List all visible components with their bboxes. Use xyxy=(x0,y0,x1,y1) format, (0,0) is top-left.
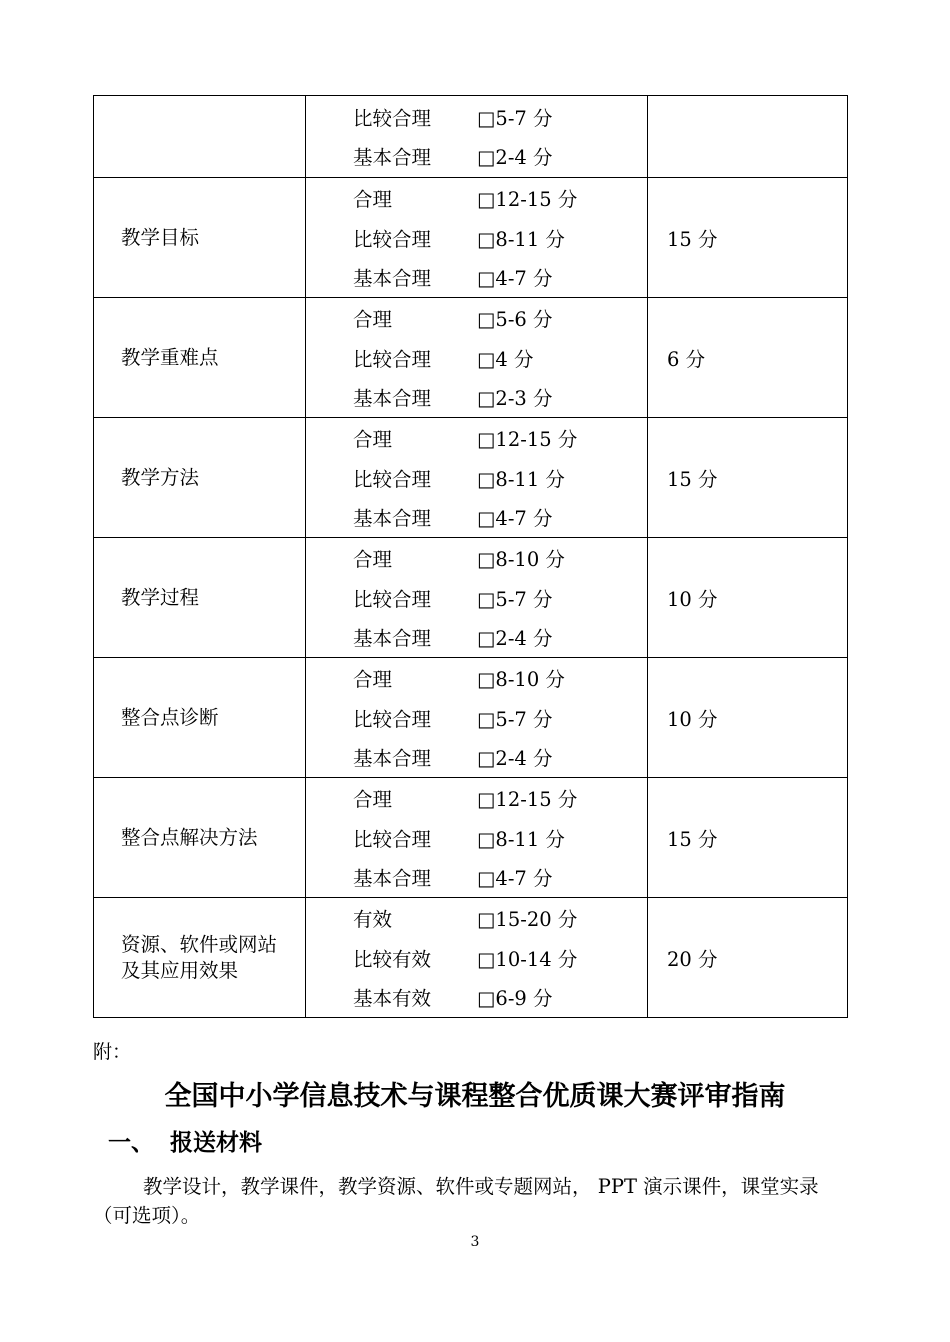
level-label: 有效 xyxy=(353,908,393,931)
levels-cell xyxy=(306,298,648,418)
evaluation-item: 教学重难点 xyxy=(121,345,219,369)
level-score-range: □2-3 分 xyxy=(477,387,553,410)
level-option xyxy=(353,257,647,297)
level-score-range: □4-7 分 xyxy=(477,507,553,530)
table-row xyxy=(94,298,848,418)
level-score-range: □8-11 分 xyxy=(477,467,565,491)
level-score-range: □4-7 分 xyxy=(477,267,553,290)
level-option xyxy=(353,458,647,498)
level-label: 基本合理 xyxy=(353,267,432,290)
level-score-range: □5-7 分 xyxy=(477,587,553,611)
table-row xyxy=(94,778,848,898)
level-score-range: □5-6 分 xyxy=(477,308,553,331)
level-score-range: □12-15 分 xyxy=(477,188,578,211)
level-option xyxy=(353,778,647,818)
level-label: 比较合理 xyxy=(353,587,432,611)
level-label: 基本合理 xyxy=(353,507,432,530)
levels-cell xyxy=(306,898,648,1018)
level-option xyxy=(353,137,647,177)
table-row xyxy=(94,178,848,298)
table-row xyxy=(94,898,848,1018)
level-option xyxy=(353,377,647,417)
level-label: 基本合理 xyxy=(353,867,432,890)
evaluation-item: 教学过程 xyxy=(121,585,200,609)
paragraph-line-2: （可选项）。 xyxy=(93,1204,201,1227)
evaluation-item-cell xyxy=(94,538,306,658)
level-option xyxy=(353,898,647,938)
paragraph-line-1: 教学设计，教学课件，教学资源、软件或专题网站， PPT 演示课件，课堂实录 xyxy=(143,1175,819,1198)
level-score-range: □8-10 分 xyxy=(477,668,565,691)
level-option xyxy=(353,218,647,258)
evaluation-item: 整合点解决方法 xyxy=(121,825,258,849)
level-option xyxy=(353,698,647,738)
full-score-cell xyxy=(648,298,848,418)
full-score-cell xyxy=(648,178,848,298)
level-option xyxy=(353,818,647,858)
levels-cell xyxy=(306,418,648,538)
evaluation-item: 整合点诊断 xyxy=(121,705,219,729)
level-label: 比较有效 xyxy=(353,947,432,971)
level-option xyxy=(353,737,647,777)
level-score-range: □8-11 分 xyxy=(477,227,565,251)
level-score-range: □8-10 分 xyxy=(477,548,565,571)
level-score-range: □5-7 分 xyxy=(477,106,553,130)
evaluation-item: 资源、软件或网站 及其应用效果 xyxy=(121,932,278,982)
full-score-cell xyxy=(648,418,848,538)
full-score-cell xyxy=(648,778,848,898)
level-option xyxy=(353,538,647,578)
level-score-range: □2-4 分 xyxy=(477,146,553,170)
level-score-range: □2-4 分 xyxy=(477,747,553,770)
level-label: 比较合理 xyxy=(353,467,432,491)
level-score-range: □6-9 分 xyxy=(477,987,553,1010)
full-score: 15 分 xyxy=(667,227,718,251)
level-option xyxy=(353,658,647,698)
level-option xyxy=(353,97,647,137)
level-option xyxy=(353,298,647,338)
level-label: 比较合理 xyxy=(353,106,432,130)
level-option xyxy=(353,977,647,1017)
level-label: 合理 xyxy=(353,548,393,571)
level-label: 基本有效 xyxy=(353,987,432,1010)
level-option xyxy=(353,938,647,978)
level-label: 合理 xyxy=(353,668,393,691)
evaluation-item-cell xyxy=(94,178,306,298)
table-row xyxy=(94,418,848,538)
attachment-label: 附： xyxy=(93,1041,132,1063)
level-score-range: □4-7 分 xyxy=(477,867,553,890)
level-label: 合理 xyxy=(353,428,393,451)
full-score: 20 分 xyxy=(667,947,718,971)
full-score: 6 分 xyxy=(667,347,706,371)
evaluation-item-cell xyxy=(94,298,306,418)
levels-cell xyxy=(306,96,648,178)
evaluation-item-cell xyxy=(94,418,306,538)
level-label: 比较合理 xyxy=(353,227,432,251)
page-number: 3 xyxy=(470,1234,480,1250)
level-option xyxy=(353,617,647,657)
level-score-range: □12-15 分 xyxy=(477,788,578,811)
full-score-cell xyxy=(648,538,848,658)
evaluation-item: 教学方法 xyxy=(121,465,200,489)
full-score-cell xyxy=(648,96,848,178)
level-score-range: □2-4 分 xyxy=(477,627,553,650)
level-label: 比较合理 xyxy=(353,347,432,371)
evaluation-item-cell xyxy=(94,658,306,778)
level-score-range: □10-14 分 xyxy=(477,947,578,971)
full-score-cell xyxy=(648,658,848,778)
guide-title: 全国中小学信息技术与课程整合优质课大赛评审指南 xyxy=(164,1081,786,1112)
full-score: 10 分 xyxy=(667,707,718,731)
level-score-range: □5-7 分 xyxy=(477,707,553,731)
full-score: 15 分 xyxy=(667,467,718,491)
scoring-table xyxy=(93,95,848,1018)
level-option xyxy=(353,497,647,537)
table-row xyxy=(94,96,848,178)
level-score-range: □8-11 分 xyxy=(477,827,565,851)
level-label: 基本合理 xyxy=(353,627,432,650)
level-option xyxy=(353,418,647,458)
levels-cell xyxy=(306,538,648,658)
evaluation-item: 教学目标 xyxy=(121,225,200,249)
table-row xyxy=(94,538,848,658)
level-label: 合理 xyxy=(353,788,393,811)
full-score-cell xyxy=(648,898,848,1018)
level-option xyxy=(353,578,647,618)
level-label: 比较合理 xyxy=(353,707,432,731)
levels-cell xyxy=(306,778,648,898)
level-score-range: □12-15 分 xyxy=(477,428,578,451)
level-label: 基本合理 xyxy=(353,387,432,410)
section-number: 一、 xyxy=(108,1130,154,1156)
level-label: 比较合理 xyxy=(353,827,432,851)
level-option xyxy=(353,338,647,378)
section-heading xyxy=(108,1124,262,1157)
level-label: 基本合理 xyxy=(353,146,432,170)
levels-cell xyxy=(306,658,648,778)
full-score: 15 分 xyxy=(667,827,718,851)
level-score-range: □15-20 分 xyxy=(477,908,578,931)
level-label: 基本合理 xyxy=(353,747,432,770)
level-option xyxy=(353,857,647,897)
evaluation-item-cell xyxy=(94,898,306,1018)
level-label: 合理 xyxy=(353,308,393,331)
table-row xyxy=(94,658,848,778)
level-option xyxy=(353,178,647,218)
evaluation-item-cell xyxy=(94,778,306,898)
evaluation-item-cell xyxy=(94,96,306,178)
level-label: 合理 xyxy=(353,188,393,211)
level-score-range: □4 分 xyxy=(477,347,534,371)
full-score: 10 分 xyxy=(667,587,718,611)
levels-cell xyxy=(306,178,648,298)
section-title: 报送材料 xyxy=(170,1130,262,1156)
